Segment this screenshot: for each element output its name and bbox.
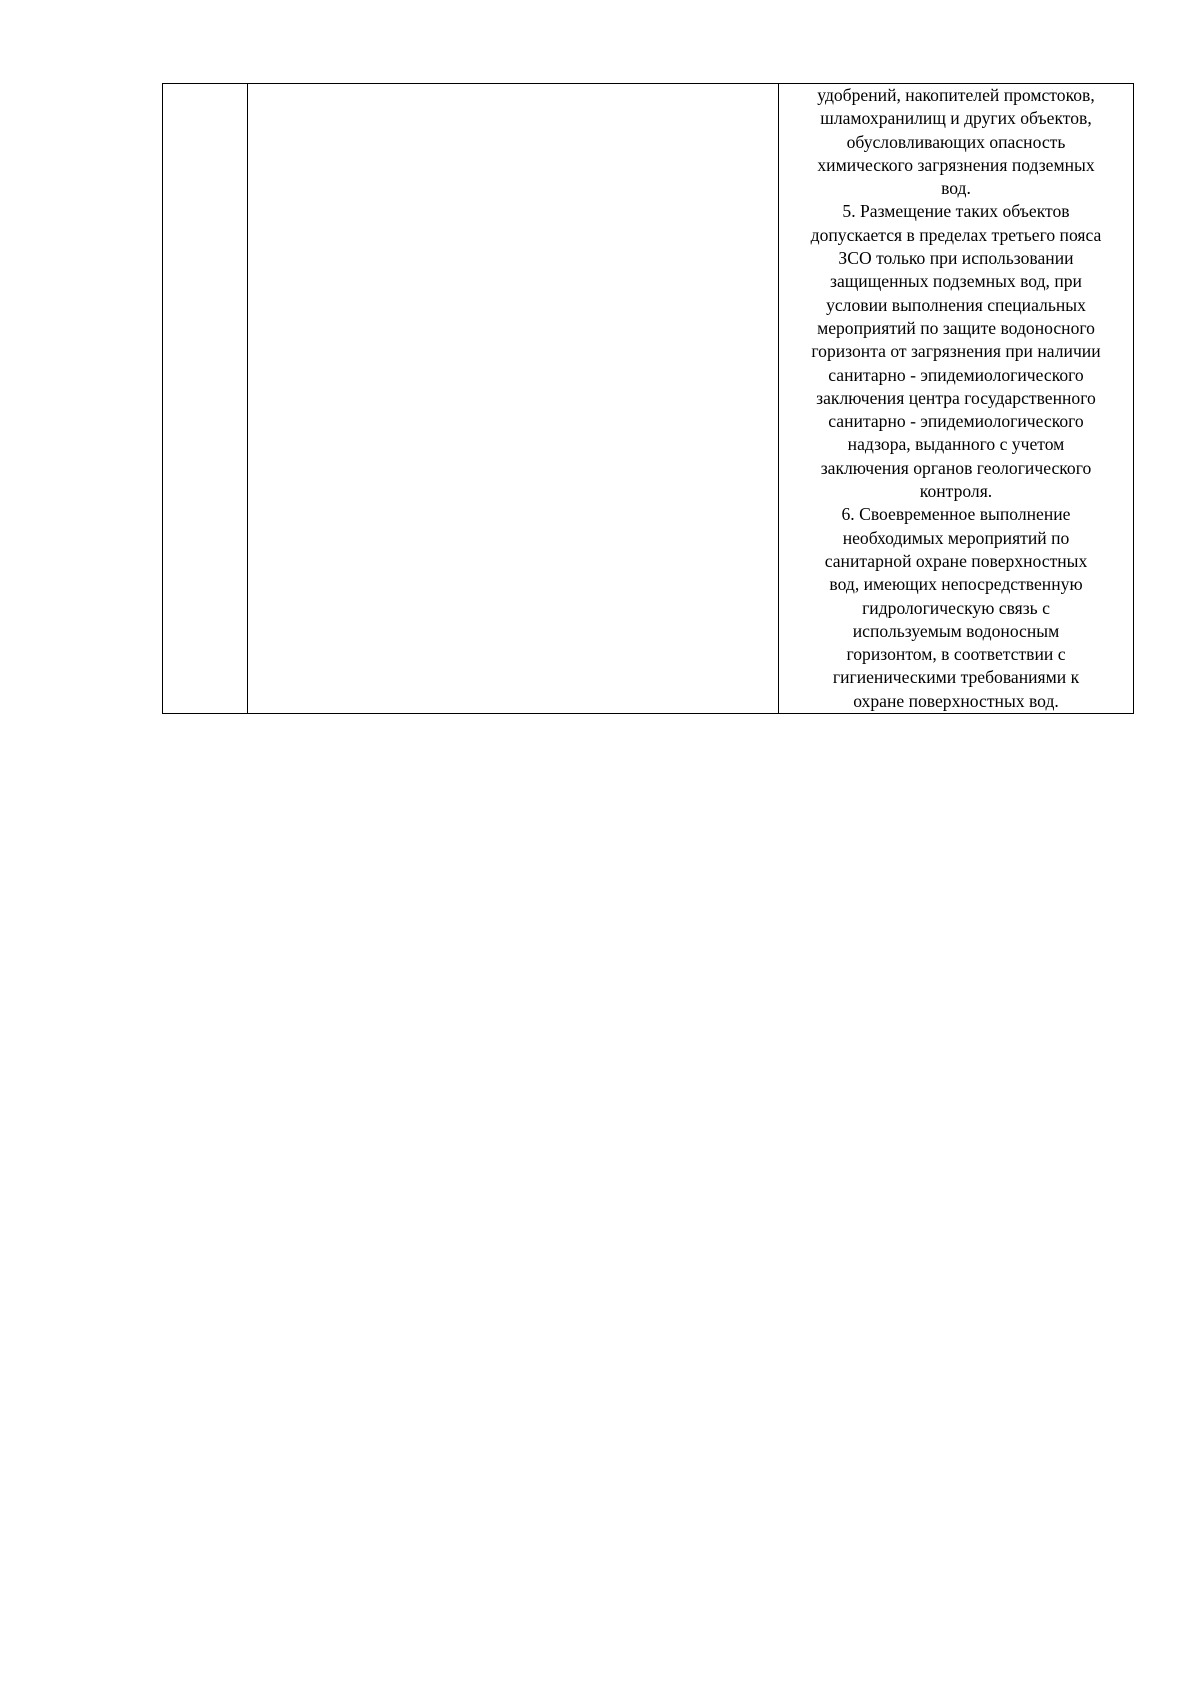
table-row (163, 84, 1134, 714)
requirements-text (779, 84, 1133, 713)
paragraph-item-5: 5. Размещение таких объектов допускается в пределах третьего пояса ЗСО только при использовании защищенных подземных вод, при условии выполнения специальных мероприятий по защите водоносного горизонта от загрязнения при наличии санитарно - эпидемиологического заключения центра государственного санитарно - эпидемиологического надзора, выданного с учетом заключения органов геологического контроля. (810, 201, 1102, 502)
requirements-cell (779, 84, 1134, 714)
number-cell (163, 84, 248, 714)
paragraph-continuation: удобрений, накопителей промстоков, шламохранилищ и других объектов, обусловливающих опасность химического загрязнения подземных вод. (817, 85, 1095, 199)
requirements-table (162, 83, 1134, 714)
description-cell (248, 84, 779, 714)
paragraph-item-6: 6. Своевременное выполнение необходимых мероприятий по санитарной охране поверхностных вод, имеющих непосредственную гидрологическую связь с используемым водоносным горизонтом, в соответствии с гигиеническими требованиями к охране поверхностных вод. (824, 504, 1088, 711)
